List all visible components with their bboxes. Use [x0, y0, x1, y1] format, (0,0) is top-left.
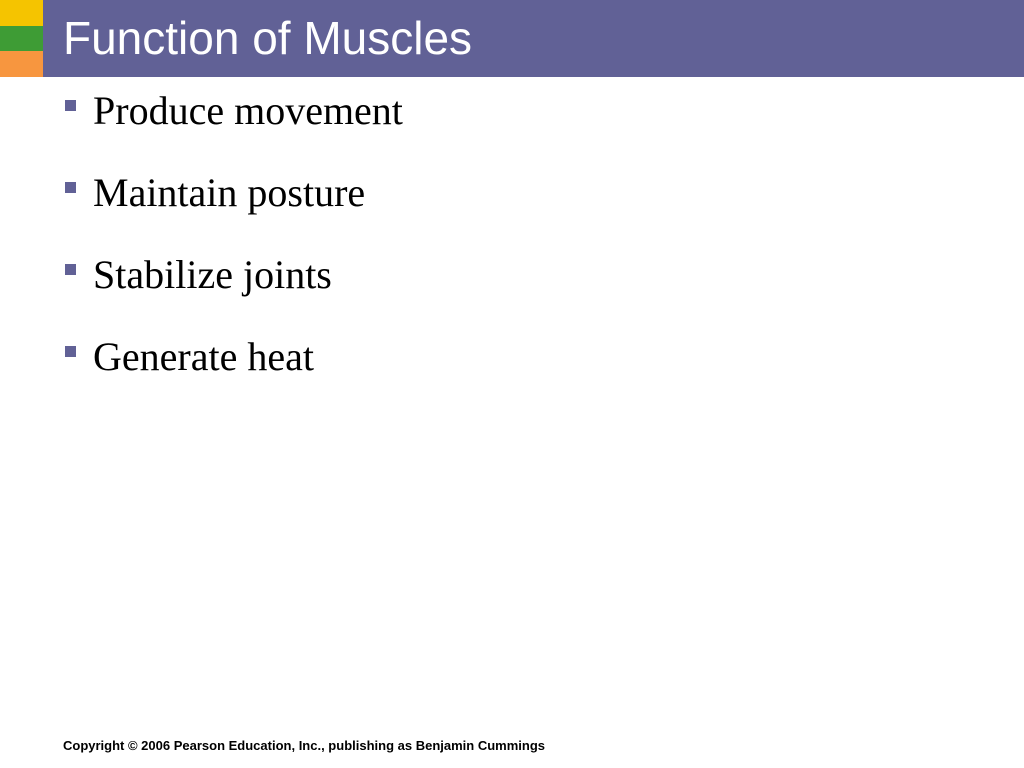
- bullet-text: Maintain posture: [93, 170, 366, 215]
- accent-block-orange: [0, 51, 43, 77]
- copyright-footer: Copyright © 2006 Pearson Education, Inc., publishing as Benjamin Cummings: [63, 738, 545, 753]
- square-bullet-icon: [65, 346, 76, 357]
- bullet-item: [64, 250, 964, 332]
- accent-block-yellow: [0, 0, 43, 26]
- title-bar: [43, 0, 1024, 77]
- bullet-text: Generate heat: [93, 334, 314, 379]
- bullet-text: Produce movement: [93, 88, 403, 133]
- bullet-item: [64, 86, 964, 168]
- accent-block-green: [0, 26, 43, 51]
- slide-title: Function of Muscles: [63, 12, 473, 64]
- bullet-list: [64, 86, 964, 414]
- bullet-item: [64, 332, 964, 414]
- square-bullet-icon: [65, 264, 76, 275]
- bullet-item: [64, 168, 964, 250]
- bullet-text: Stabilize joints: [93, 252, 332, 297]
- accent-color-strip: [0, 0, 43, 77]
- square-bullet-icon: [65, 182, 76, 193]
- square-bullet-icon: [65, 100, 76, 111]
